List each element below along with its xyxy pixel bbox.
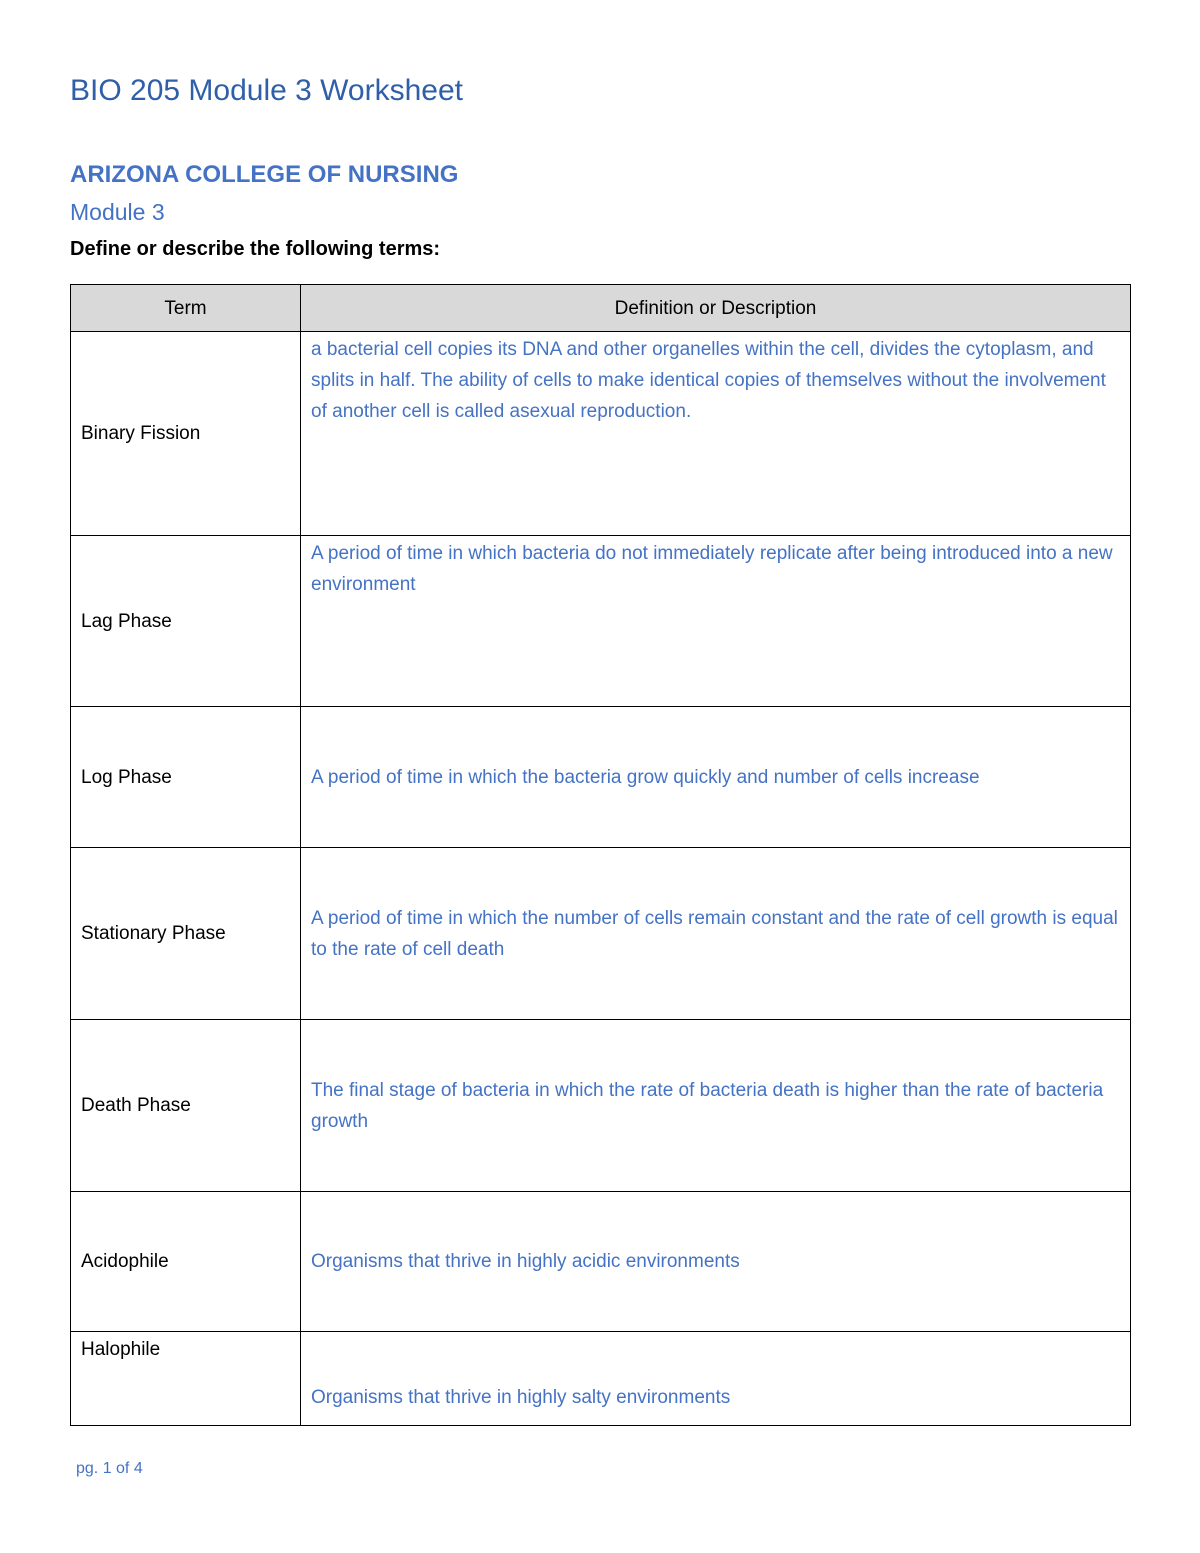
term-cell: Log Phase [71,707,301,848]
term-cell: Death Phase [71,1020,301,1192]
definition-cell: A period of time in which the number of cells remain constant and the rate of cell growth is equal to the rate of cell death [301,848,1131,1020]
table-row [71,1020,1131,1192]
term-cell: Stationary Phase [71,848,301,1020]
definition-cell: Organisms that thrive in highly salty environments [301,1332,1131,1426]
definition-cell: a bacterial cell copies its DNA and other organelles within the cell, divides the cytoplasm, and splits in half. The ability of cells to make identical copies of themselves without the involvement of another cell is called asexual reproduction. [301,332,1131,536]
definition-cell: The final stage of bacteria in which the rate of bacteria death is higher than the rate of bacteria growth [301,1020,1131,1192]
definition-cell: A period of time in which the bacteria grow quickly and number of cells increase [301,707,1131,848]
document-title: BIO 205 Module 3 Worksheet [70,74,463,107]
organization-heading: ARIZONA COLLEGE OF NURSING [70,161,459,188]
terms-table [70,284,1131,1426]
table-header-row [71,285,1131,332]
header-definition: Definition or Description [301,285,1131,332]
table-row [71,848,1131,1020]
table-row [71,536,1131,707]
instructions-text: Define or describe the following terms: [70,238,441,260]
definition-cell: A period of time in which bacteria do not immediately replicate after being introduced into a new environment [301,536,1131,707]
term-cell: Acidophile [71,1192,301,1332]
term-cell: Binary Fission [71,332,301,536]
table-row [71,332,1131,536]
table-row [71,1332,1131,1426]
term-cell: Halophile [71,1332,301,1426]
table-row [71,707,1131,848]
definition-cell: Organisms that thrive in highly acidic environments [301,1192,1131,1332]
module-heading: Module 3 [70,199,165,225]
header-term: Term [71,285,301,332]
term-cell: Lag Phase [71,536,301,707]
table-row [71,1192,1131,1332]
page-number: pg. 1 of 4 [76,1460,143,1477]
